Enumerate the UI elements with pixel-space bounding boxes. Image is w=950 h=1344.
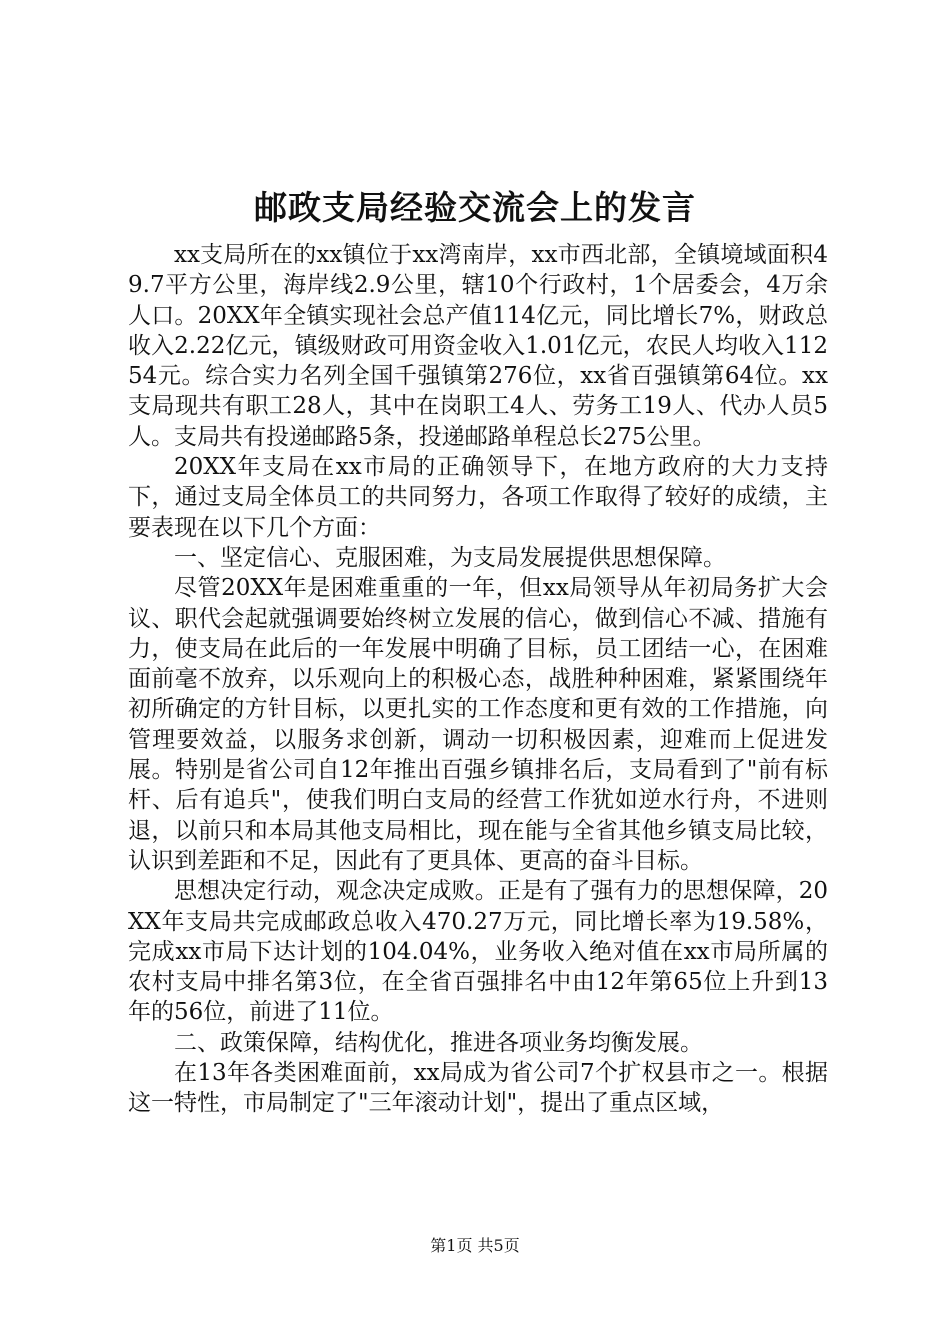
document-body bbox=[128, 240, 828, 1119]
paragraph: 20XX年支局在xx市局的正确领导下，在地方政府的大力支持下，通过支局全体员工的共同努力，各项工作取得了较好的成绩，主要表现在以下几个方面： bbox=[128, 454, 828, 541]
document-title: 邮政支局经验交流会上的发言 bbox=[254, 188, 696, 227]
page-footer: 第1页 共5页 bbox=[430, 1236, 520, 1255]
paragraph: xx支局所在的xx镇位于xx湾南岸，xx市西北部，全镇境域面积49.7平方公里，海岸线2.9公里，辖10个行政村，1个居委会，4万余人口。20XX年全镇实现社会总产值114亿元，同比增长7%，财政总收入2.22亿元，镇级财政可用资金收入1.01亿元，农民人均收入11254元。综合实力名列全国千强镇第276位，xx省百强镇第64位。xx支局现共有职工28人，其中在岗职工4人、劳务工19人、代办人员5人。支局共有投递邮路5条，投递邮路单程总长275公里。 bbox=[128, 242, 828, 450]
section-heading: 二、政策保障，结构优化，推进各项业务均衡发展。 bbox=[174, 1029, 703, 1056]
paragraph: 思想决定行动，观念决定成败。正是有了强有力的思想保障，20XX年支局共完成邮政总收入470.27万元，同比增长率为19.58%，完成xx市局下达计划的104.04%，业务收入绝对值在xx市局所属的农村支局中排名第3位，在全省百强排名中由12年第65位上升到13年的56位，前进了11位。 bbox=[128, 878, 828, 1026]
paragraph: 在13年各类困难面前，xx局成为省公司7个扩权县市之一。根据这一特性，市局制定了"三年滚动计划"，提出了重点区域， bbox=[128, 1060, 828, 1117]
paragraph: 尽管20XX年是困难重重的一年，但xx局领导从年初局务扩大会议、职代会起就强调要始终树立发展的信心，做到信心不减、措施有力，使支局在此后的一年发展中明确了目标，员工团结一心，在困难面前毫不放弃，以乐观向上的积极心态，战胜种种困难，紧紧围绕年初所确定的方针目标，以更扎实的工作态度和更有效的工作措施，向管理要效益，以服务求创新，调动一切积极因素，迎难而上促进发展。特别是省公司自12年推出百强乡镇排名后，支局看到了"前有标杆、后有追兵"，使我们明白支局的经营工作犹如逆水行舟，不进则退，以前只和本局其他支局相比，现在能与全省其他乡镇支局比较，认识到差距和不足，因此有了更具体、更高的奋斗目标。 bbox=[128, 575, 828, 874]
section-heading: 一、坚定信心、克服困难，为支局发展提供思想保障。 bbox=[174, 544, 726, 571]
